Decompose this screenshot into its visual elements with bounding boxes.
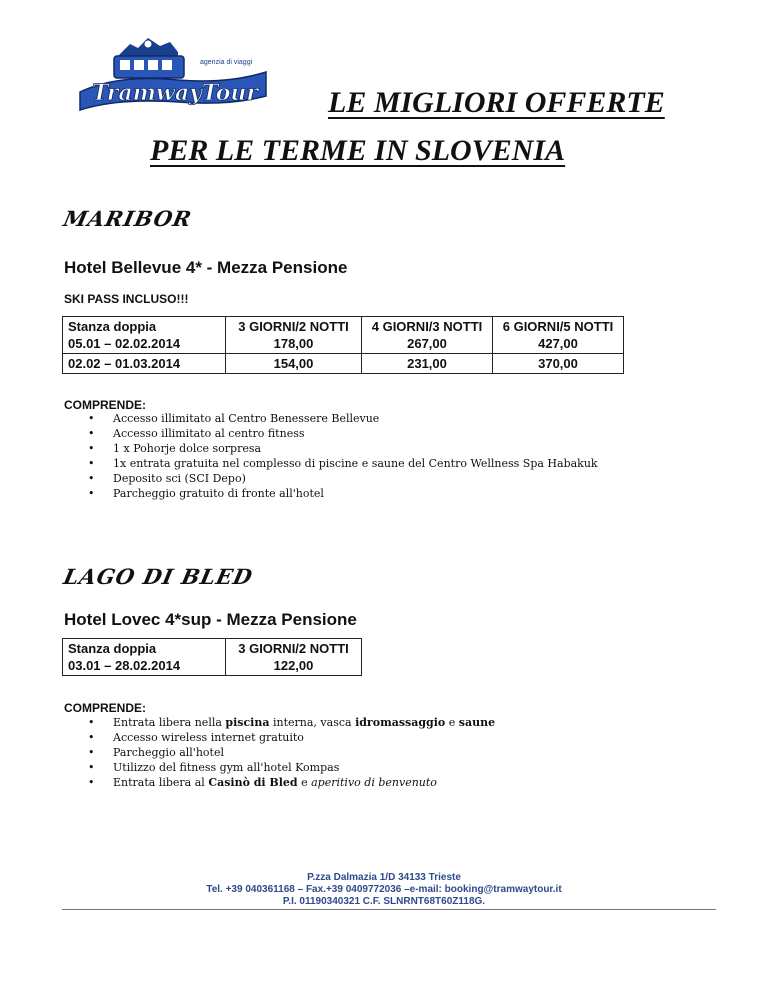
table-cell-period: 03.01 – 28.02.2014	[68, 658, 181, 673]
tramway-logo-graphic	[78, 30, 268, 114]
table-cell-price: 231,00	[362, 354, 493, 374]
table-cell	[226, 639, 362, 676]
includes-label-lovec: COMPRENDE:	[64, 701, 147, 715]
list-item: • Accesso illimitato al centro fitness	[88, 426, 598, 441]
footer-address: P.zza Dalmazia 1/D 34133 Trieste	[307, 872, 461, 883]
list-item	[88, 715, 495, 730]
highlight-casino: Casinò di Bled	[208, 776, 298, 789]
table-cell-price: 178,00	[273, 336, 314, 351]
table-cell	[493, 317, 624, 354]
list-item	[88, 775, 495, 790]
table-cell	[63, 639, 226, 676]
list-item: • Accesso wireless internet gratuito	[88, 730, 495, 745]
highlight-saune: saune	[458, 716, 496, 729]
hotel-name-lovec: Hotel Lovec 4*sup - Mezza Pensione	[64, 610, 357, 629]
table-header-3-giorni: 3 GIORNI/2 NOTTI	[238, 319, 349, 334]
price-table-bellevue	[62, 316, 624, 374]
footer-contacts: Tel. +39 040361168 – Fax.+39 0409772036 –e-mail: booking@tramwaytour.it	[206, 884, 562, 895]
table-cell-price: 154,00	[226, 354, 362, 374]
list-item: • 1 x Pohorje dolce sorpresa	[88, 441, 598, 456]
table-row	[63, 639, 362, 676]
hotel-name-bellevue: Hotel Bellevue 4* - Mezza Pensione	[64, 258, 348, 277]
list-item: • 1x entrata gratuita nel complesso di piscine e saune del Centro Wellness Spa Habakuk	[88, 456, 598, 471]
text-span: Entrata libera nella	[113, 716, 226, 729]
includes-list-lovec	[88, 715, 495, 790]
logo-tagline: agenzia di viaggi	[200, 59, 253, 66]
table-header-3-giorni: 3 GIORNI/2 NOTTI	[238, 641, 349, 656]
table-cell-price: 122,00	[273, 658, 314, 673]
list-item: • Parcheggio all'hotel	[88, 745, 495, 760]
table-header-6-giorni: 6 GIORNI/5 NOTTI	[502, 319, 614, 334]
text-span: interna, vasca	[269, 716, 356, 729]
includes-list-bellevue	[88, 411, 598, 501]
table-row	[63, 317, 624, 354]
text-span: e	[297, 776, 312, 789]
list-item: • Utilizzo del fitness gym all'hotel Kompas	[88, 760, 495, 775]
table-cell-price: 370,00	[493, 354, 624, 374]
section-city-maribor: MARIBOR	[61, 206, 195, 231]
table-cell-price: 427,00	[538, 336, 578, 351]
table-cell-period: 02.02 – 01.03.2014	[63, 354, 226, 374]
includes-label-bellevue: COMPRENDE:	[64, 398, 147, 412]
price-table-lovec	[62, 638, 362, 676]
table-row	[63, 354, 624, 374]
table-cell	[63, 317, 226, 354]
italic-aperitivo: aperitivo di benvenuto	[311, 776, 437, 789]
list-item: • Accesso illimitato al Centro Benessere Bellevue	[88, 411, 598, 426]
table-header-room: Stanza doppia	[68, 641, 157, 656]
text-span: e	[445, 716, 459, 729]
ski-pass-note: SKI PASS INCLUSO!!!	[64, 292, 189, 306]
text-span: Entrata libera al	[113, 776, 209, 789]
table-header-4-giorni: 4 GIORNI/3 NOTTI	[371, 319, 483, 334]
table-cell	[226, 317, 362, 354]
section-city-bled: LAGO DI BLED	[61, 564, 256, 589]
footer-tax-ids: P.I. 01190340321 C.F. SLNRNT68T60Z118G.	[282, 896, 486, 907]
table-cell-price: 267,00	[407, 336, 447, 351]
footer-divider	[62, 909, 716, 910]
highlight-piscina: piscina	[225, 716, 270, 729]
page-title-line-1: LE MIGLIORI OFFERTE	[328, 86, 665, 119]
page-title-line-2: PER LE TERME IN SLOVENIA	[150, 134, 566, 167]
table-header-room: Stanza doppia	[68, 319, 157, 334]
tramwaytour-logo	[78, 30, 268, 114]
list-item: • Deposito sci (SCI Depo)	[88, 471, 598, 486]
logo-brand-text: TramwayTour	[92, 80, 258, 106]
list-item: • Parcheggio gratuito di fronte all'hotel	[88, 486, 598, 501]
highlight-idromassaggio: idromassaggio	[355, 716, 446, 729]
table-cell-period: 05.01 – 02.02.2014	[68, 336, 181, 351]
table-cell	[362, 317, 493, 354]
